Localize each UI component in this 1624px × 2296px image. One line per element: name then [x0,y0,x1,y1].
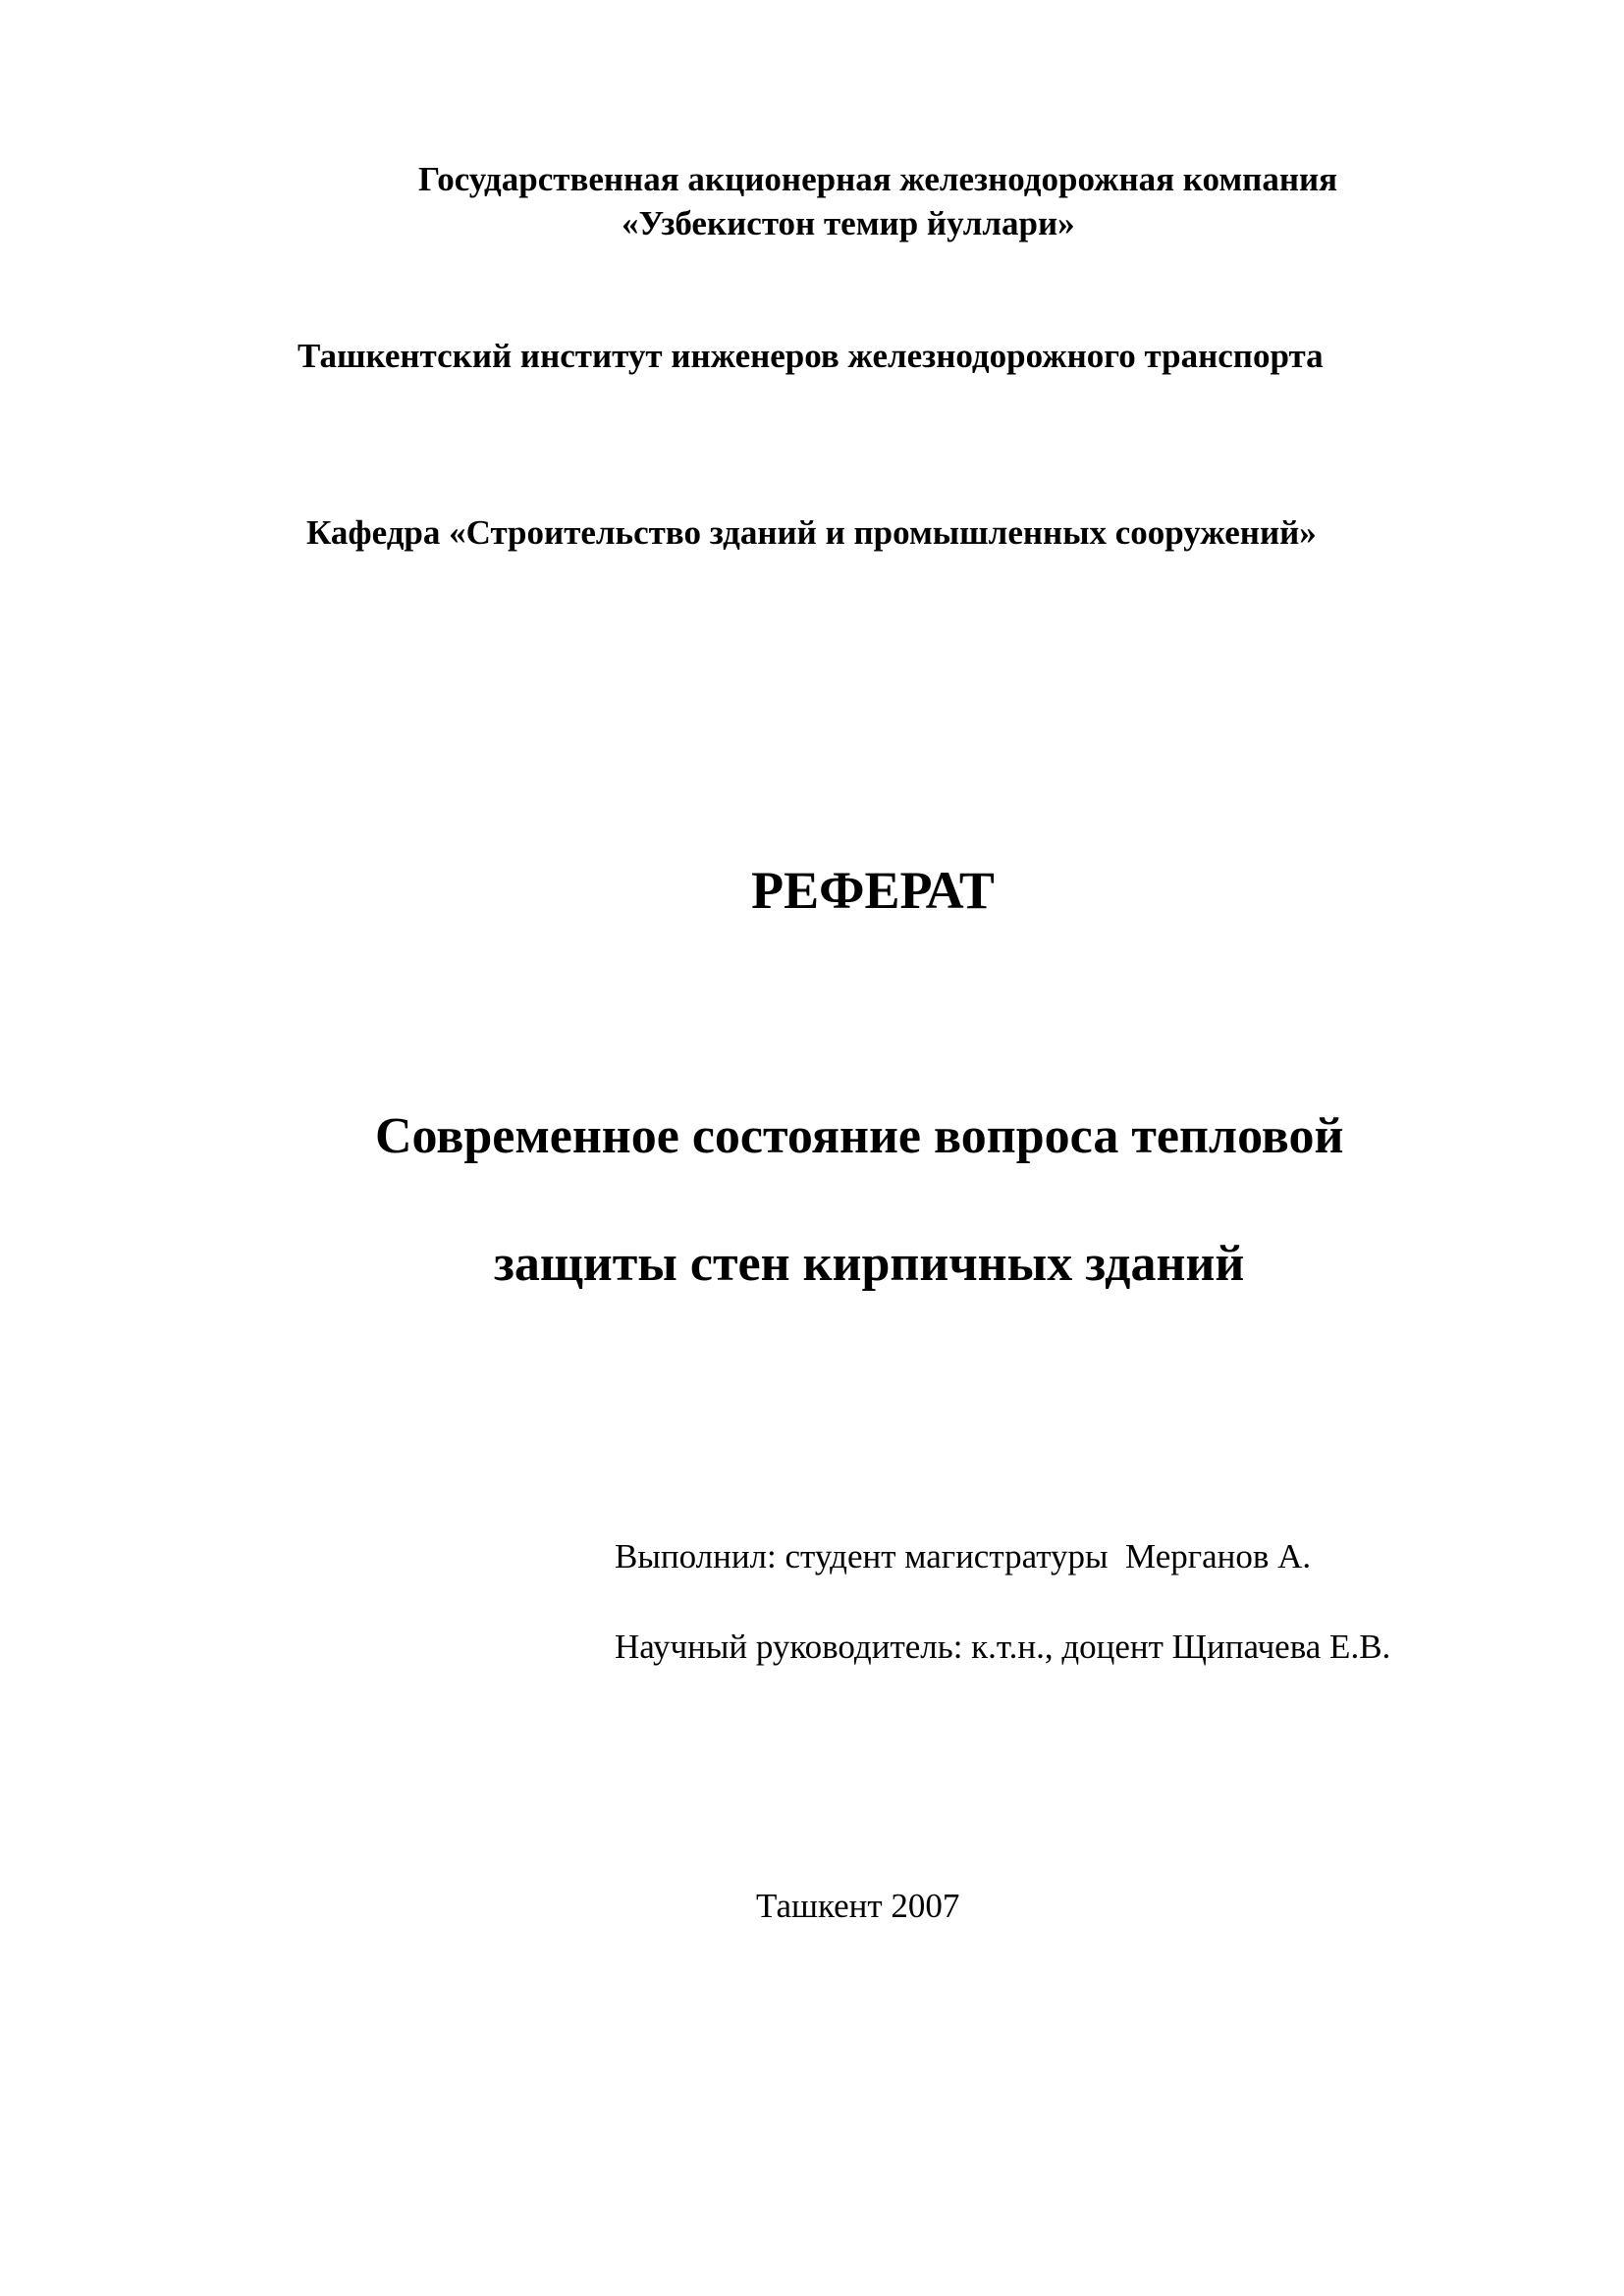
organization-name-line2: «Узбекистон темир йуллари» [622,204,1075,242]
document-type-heading: РЕФЕРАТ [751,861,995,920]
document-title-line1: Современное состояние вопроса тепловой [375,1108,1344,1164]
department-name: Кафедра «Строительство зданий и промышленных сооружений» [306,513,1317,552]
document-title-line2: защиты стен кирпичных зданий [494,1236,1245,1292]
institute-name: Ташкентский институт инженеров железнодорожного транспорта [298,337,1324,375]
performer-credit: Выполнил: студент магистратуры Мерганов А. [615,1537,1312,1575]
place-and-year: Ташкент 2007 [756,1887,960,1925]
supervisor-credit: Научный руководитель: к.т.н., доцент Щипачева Е.В. [615,1628,1391,1666]
organization-name-line1: Государственная акционерная железнодорожная компания [418,160,1338,198]
